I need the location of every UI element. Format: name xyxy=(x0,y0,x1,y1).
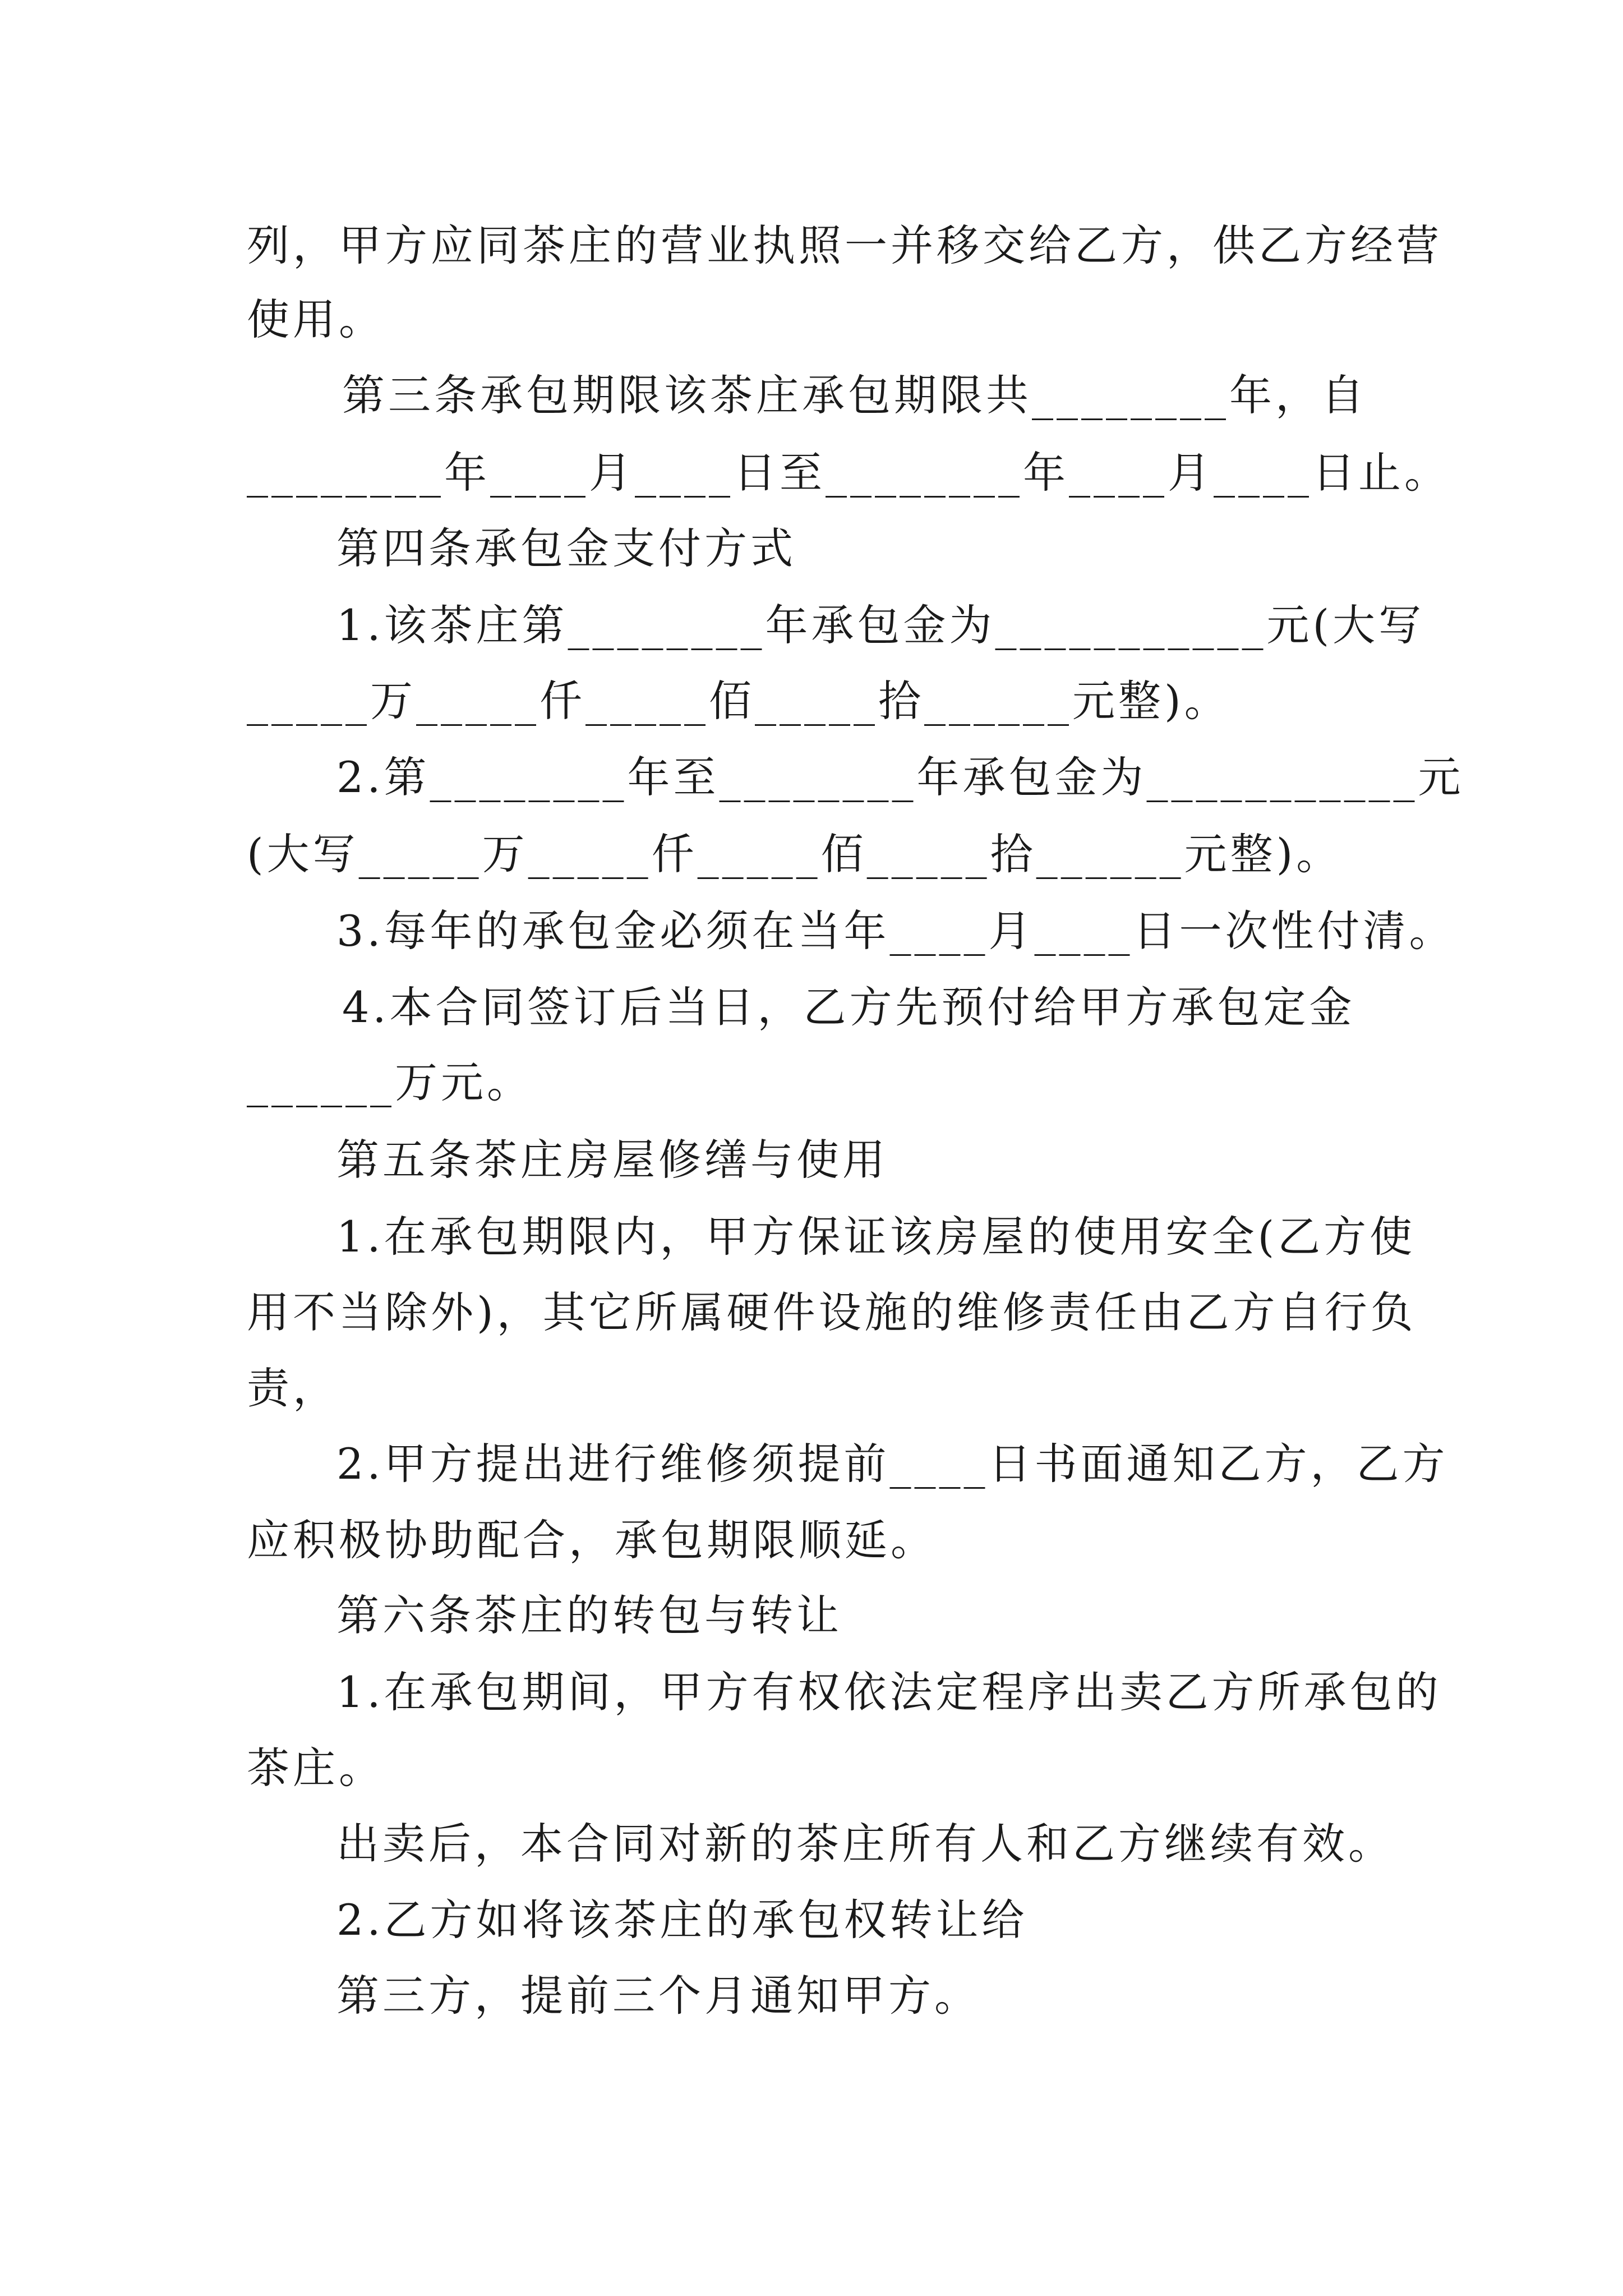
clause-heading-3: 第三条承包期限该茶庄承包期限共________年，自 xyxy=(342,370,1367,420)
paragraph-line: 使用。 xyxy=(247,295,385,344)
paragraph-line: 出卖后，本合同对新的茶庄所有人和乙方继续有效。 xyxy=(336,1819,1394,1869)
list-item: 3.每年的承包金必须在当年____月____日一次性付清。 xyxy=(336,906,1455,956)
paragraph-line: 第三方，提前三个月通知甲方。 xyxy=(336,1971,980,2021)
paragraph-line: 用不当除外)，其它所属硬件设施的维修责任由乙方自行负 xyxy=(247,1287,1417,1337)
paragraph-line: 责， xyxy=(247,1363,339,1413)
clause-heading-6: 第六条茶庄的转包与转让 xyxy=(336,1590,842,1640)
paragraph-line: 茶庄。 xyxy=(247,1743,385,1793)
paragraph-line: _____万_____仟_____佰_____拾______元整)。 xyxy=(247,676,1230,726)
list-item: 1.在承包期限内，甲方保证该房屋的使用安全(乙方使 xyxy=(336,1212,1416,1262)
paragraph-line: ________年____月____日至________年____月____日止。 xyxy=(247,448,1450,498)
clause-heading-4: 第四条承包金支付方式 xyxy=(336,523,796,573)
list-item: 1.在承包期间，甲方有权依法定程序出卖乙方所承包的 xyxy=(336,1667,1442,1717)
list-item: 2.乙方如将该茶庄的承包权转让给 xyxy=(336,1895,1028,1945)
list-item: 4.本合同签订后当日，乙方先预付给甲方承包定金 xyxy=(342,982,1355,1032)
list-item: 2.第________年至________年承包金为___________元 xyxy=(336,752,1464,802)
list-item: 2.甲方提出进行维修须提前____日书面通知乙方，乙方 xyxy=(336,1439,1449,1489)
paragraph-line: 应积极协助配合，承包期限顺延。 xyxy=(247,1515,937,1565)
clause-heading-5: 第五条茶庄房屋修缮与使用 xyxy=(336,1135,888,1185)
paragraph-line: 列，甲方应同茶庄的营业执照一并移交给乙方，供乙方经营 xyxy=(247,220,1442,270)
paragraph-line: (大写_____万_____仟_____佰_____拾______元整)。 xyxy=(247,829,1343,879)
list-item: 1.该茶庄第________年承包金为___________元(大写 xyxy=(336,600,1425,650)
paragraph-line: ______万元。 xyxy=(247,1057,533,1107)
